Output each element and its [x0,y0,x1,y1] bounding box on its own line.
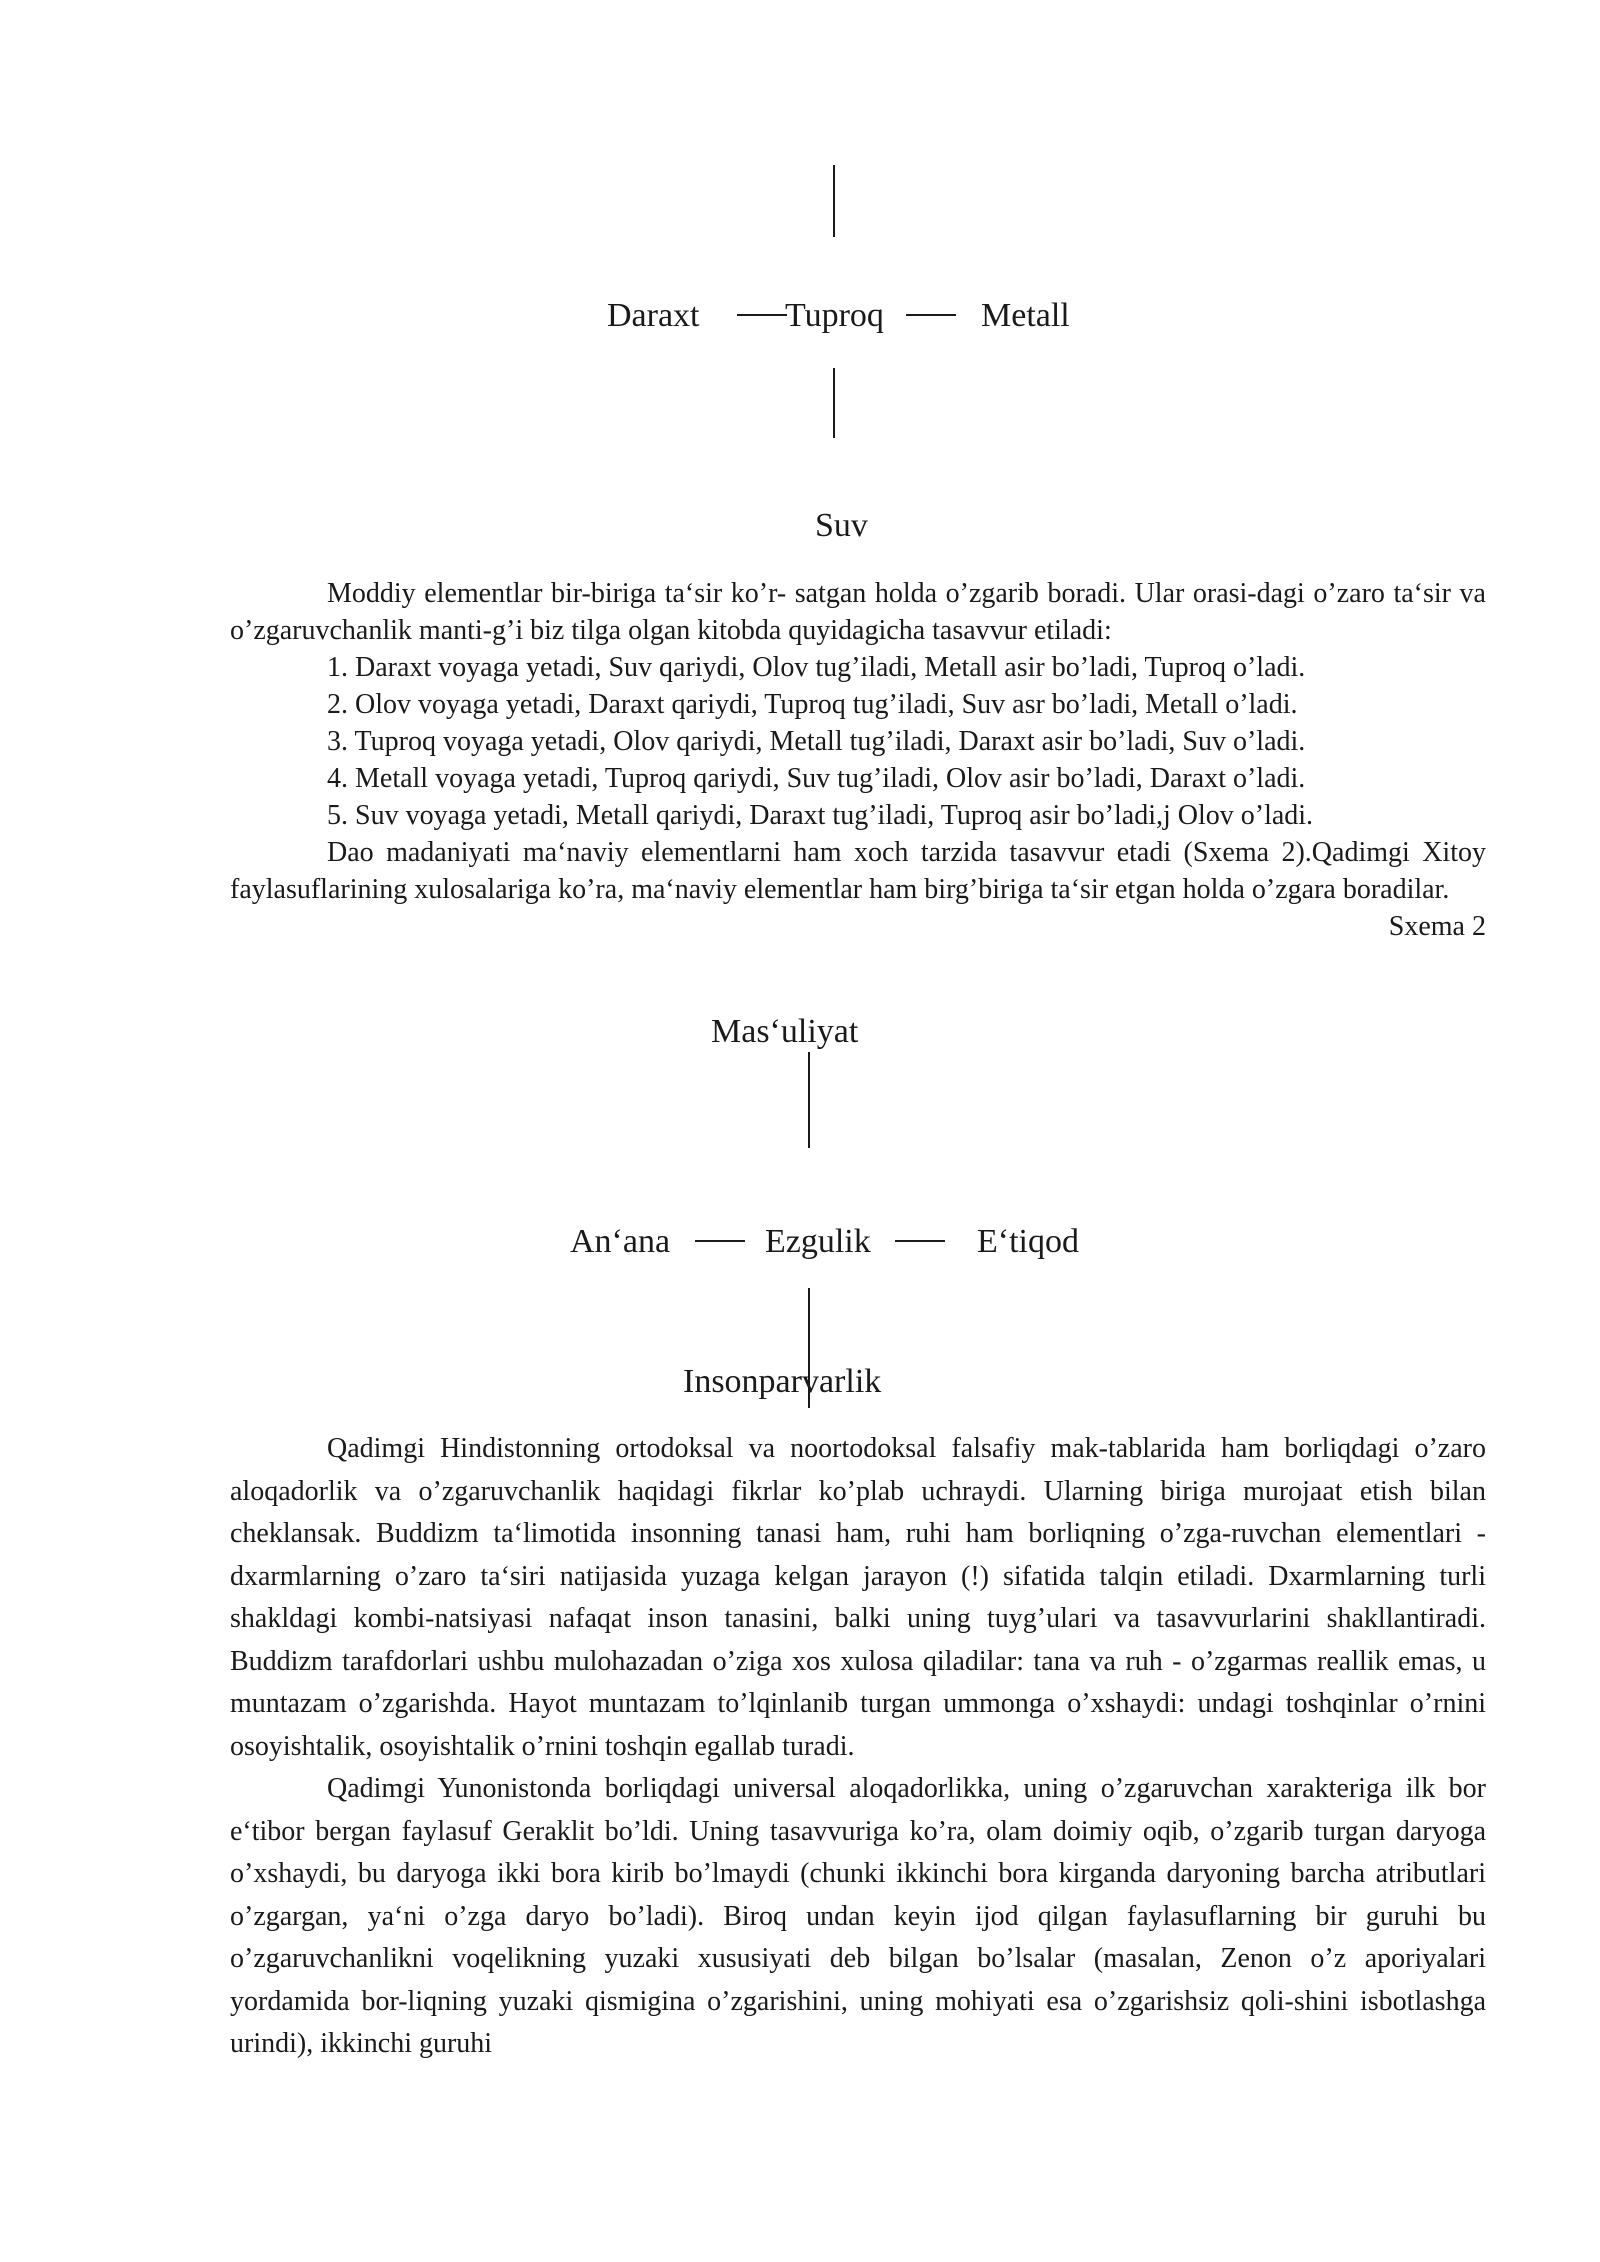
scheme2-right-connector [895,1240,945,1242]
scheme2-left-connector [695,1240,745,1242]
scheme2-top-line [808,1052,810,1148]
list-item: 2. Olov voyaga yetadi, Daraxt qariydi, Tuproq tug’iladi, Suv asr bo’ladi, Metall o’ladi. [327,689,1298,720]
scheme2-bottom-node: Insonparvarlik [683,1363,882,1400]
intro-paragraph: Moddiy elementlar bir-biriga ta‘sir ko’r- satgan holda o’zgarib boradi. Ular orasi-dagi o’zaro ta‘sir va o’zgaruvchanlik manti-g’i biz tilga olgan kitobda quyidagicha tasavvur etiladi: [230,578,1486,646]
scheme1-left-connector [737,314,787,316]
list-item: 3. Tuproq voyaga yetadi, Olov qariydi, Metall tug’iladi, Daraxt asir bo’ladi, Suv o’ladi. [327,726,1306,757]
list-item: 4. Metall voyaga yetadi, Tuproq qariydi, Suv tug’iladi, Olov asir bo’ladi, Daraxt o’ladi. [327,763,1306,794]
text-block-2 [230,1428,1486,2066]
scheme2-right-node: E‘tiqod [977,1223,1079,1260]
scheme1-top-line [833,165,835,237]
scheme1-bottom-line [833,368,835,438]
scheme1-right-node: Metall [981,297,1070,334]
list-item: 1. Daraxt voyaga yetadi, Suv qariydi, Olov tug’iladi, Metall asir bo’ladi, Tuproq o’ladi. [327,652,1306,683]
text-block-1 [230,575,1486,945]
scheme1-center-node: Tuproq [785,297,884,334]
scheme1-right-connector [906,314,956,316]
buddhism-paragraph: Qadimgi Hindistonning ortodoksal va noortodoksal falsafiy mak-tablarida ham borliqdagi o’zaro aloqadorlik va o’zgaruvchanlik haqidagi fikrlar ko’plab uchraydi. Ularning biriga murojaat etish bilan cheklansak. Buddizm ta‘limotida insonning tanasi ham, ruhi ham borliqning o’zga-ruvchan elementlari - dxarmlarning o’zaro ta‘siri natijasida yuzaga kelgan jarayon (!) sifatida talqin etiladi. Dxarmlarning turli shakldagi kombi-natsiyasi nafaqat inson tanasini, balki uning tuyg’ulari va tasavvurlarini shakllantiradi. Buddizm tarafdorlari ushbu mulohazadan o’ziga xos xulosa qiladilar: tana va ruh - o’zgarmas reallik emas, u muntazam o’zgarishda. Hayot muntazam to’lqinlanib turgan ummonga o’xshaydi: undagi toshqinlar o’rnini osoyishtalik, osoyishtalik o’rnini toshqin egallab turadi. [230,1433,1486,1762]
scheme1-bottom-node: Suv [815,507,868,544]
dao-paragraph: Dao madaniyati ma‘naviy elementlarni ham xoch tarzida tasavvur etadi (Sxema 2).Qadimgi Xitoy faylasuflarining xulosalariga ko’ra, ma‘naviy elementlar ham birg’biriga ta‘sir etgan holda o’zgara boradilar. [230,837,1486,905]
list-item: 5. Suv voyaga yetadi, Metall qariydi, Daraxt tug’iladi, Tuproq asir bo’ladi,j Olov o’ladi. [327,800,1314,831]
heraclitus-paragraph: Qadimgi Yunonistonda borliqdagi universal aloqadorlikka, uning o’zgaruvchan xarakteriga ilk bor e‘tibor bergan faylasuf Geraklit bo’ldi. Uning tasavvuriga ko’ra, olam doimiy oqib, o’zgarib turgan daryoga o’xshaydi, bu daryoga ikki bora kirib bo’lmaydi (chunki ikkinchi bora kirganda daryoning barcha atributlari o’zgargan, ya‘ni o’zga daryo bo’ladi). Biroq undan keyin ijod qilgan faylasuflarning bir guruhi bu o’zgaruvchanlikni voqelikning yuzaki xususiyati deb bilgan bo’lsalar (masalan, Zenon o’z aporiyalari yordamida bor-liqning yuzaki qismigina o’zgarishini, uning mohiyati esa o’zgarishsiz qoli-shini isbotlashga urindi), ikkinchi guruhi [230,1773,1486,2059]
scheme2-left-node: An‘ana [570,1223,671,1260]
scheme-2-label: Sxema 2 [1388,911,1486,942]
scheme2-center-node: Ezgulik [765,1223,871,1260]
scheme2-top-node: Mas‘uliyat [711,1013,859,1050]
scheme1-left-node: Daraxt [607,297,700,334]
